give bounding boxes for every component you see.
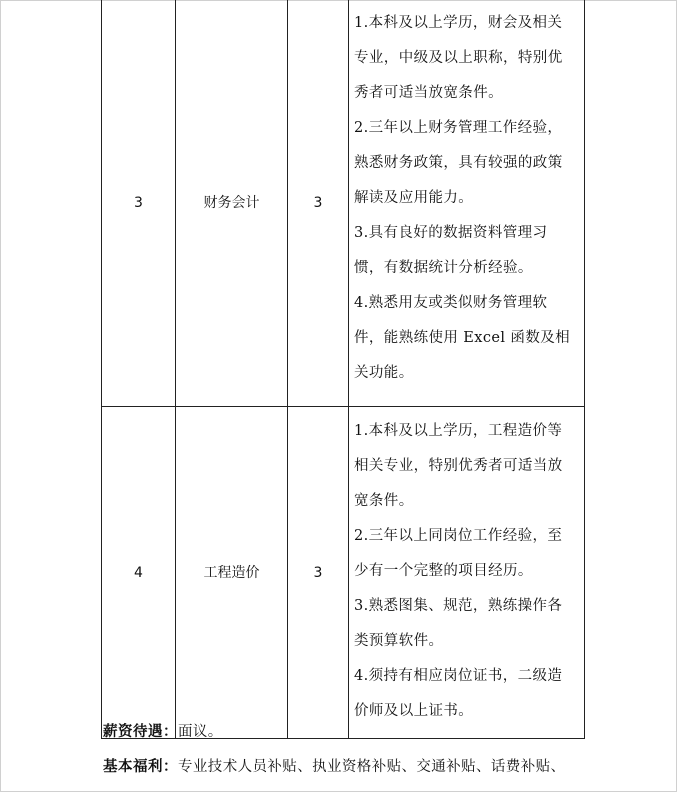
requirement-line: 少有一个完整的项目经历。 [354,563,533,579]
row-number: 3 [102,0,176,407]
requirement-line: 相关专业，特别优秀者可适当放 [354,458,563,474]
table-row [102,407,585,739]
requirement-line: 宽条件。 [354,493,414,509]
headcount: 3 [288,407,349,739]
position-name: 工程造价 [176,407,288,739]
benefits-value: 专业技术人员补贴、执业资格补贴、交通补贴、话费补贴、 [178,759,566,775]
salary-value: 面议。 [178,724,223,740]
requirement-line: 2.三年以上财务管理工作经验， [354,120,563,136]
requirement-line: 解读及应用能力。 [354,190,474,206]
position-name: 财务会计 [176,0,288,407]
requirement-line: 件，能熟练使用 Excel 函数及相 [354,330,571,346]
requirements-cell [349,0,585,407]
requirements-cell [349,407,585,739]
benefits-line [103,757,565,777]
benefits-label: 基本福利： [103,759,178,775]
requirement-line: 熟悉财务政策，具有较强的政策 [354,155,563,171]
requirement-line: 2.三年以上同岗位工作经验，至 [354,528,563,544]
requirement-line: 4.须持有相应岗位证书，二级造 [354,668,563,684]
row-number: 4 [102,407,176,739]
requirement-line: 关功能。 [354,365,414,381]
salary-line [103,722,223,742]
job-requirements-table [101,0,585,739]
requirement-line: 3.具有良好的数据资料管理习 [354,225,548,241]
salary-label: 薪资待遇： [103,724,178,740]
requirement-line: 类预算软件。 [354,633,444,649]
requirement-line: 专业，中级及以上职称，特别优 [354,50,563,66]
requirement-line: 秀者可适当放宽条件。 [354,85,503,101]
headcount: 3 [288,0,349,407]
requirement-line: 惯，有数据统计分析经验。 [354,260,533,276]
requirement-line: 4.熟悉用友或类似财务管理软 [354,295,548,311]
requirement-line: 1.本科及以上学历，财会及相关 [354,15,563,31]
requirement-line: 3.熟悉图集、规范，熟练操作各 [354,598,563,614]
table-row [102,0,585,407]
requirement-line: 价师及以上证书。 [354,703,474,719]
requirement-line: 1.本科及以上学历，工程造价等 [354,423,563,439]
